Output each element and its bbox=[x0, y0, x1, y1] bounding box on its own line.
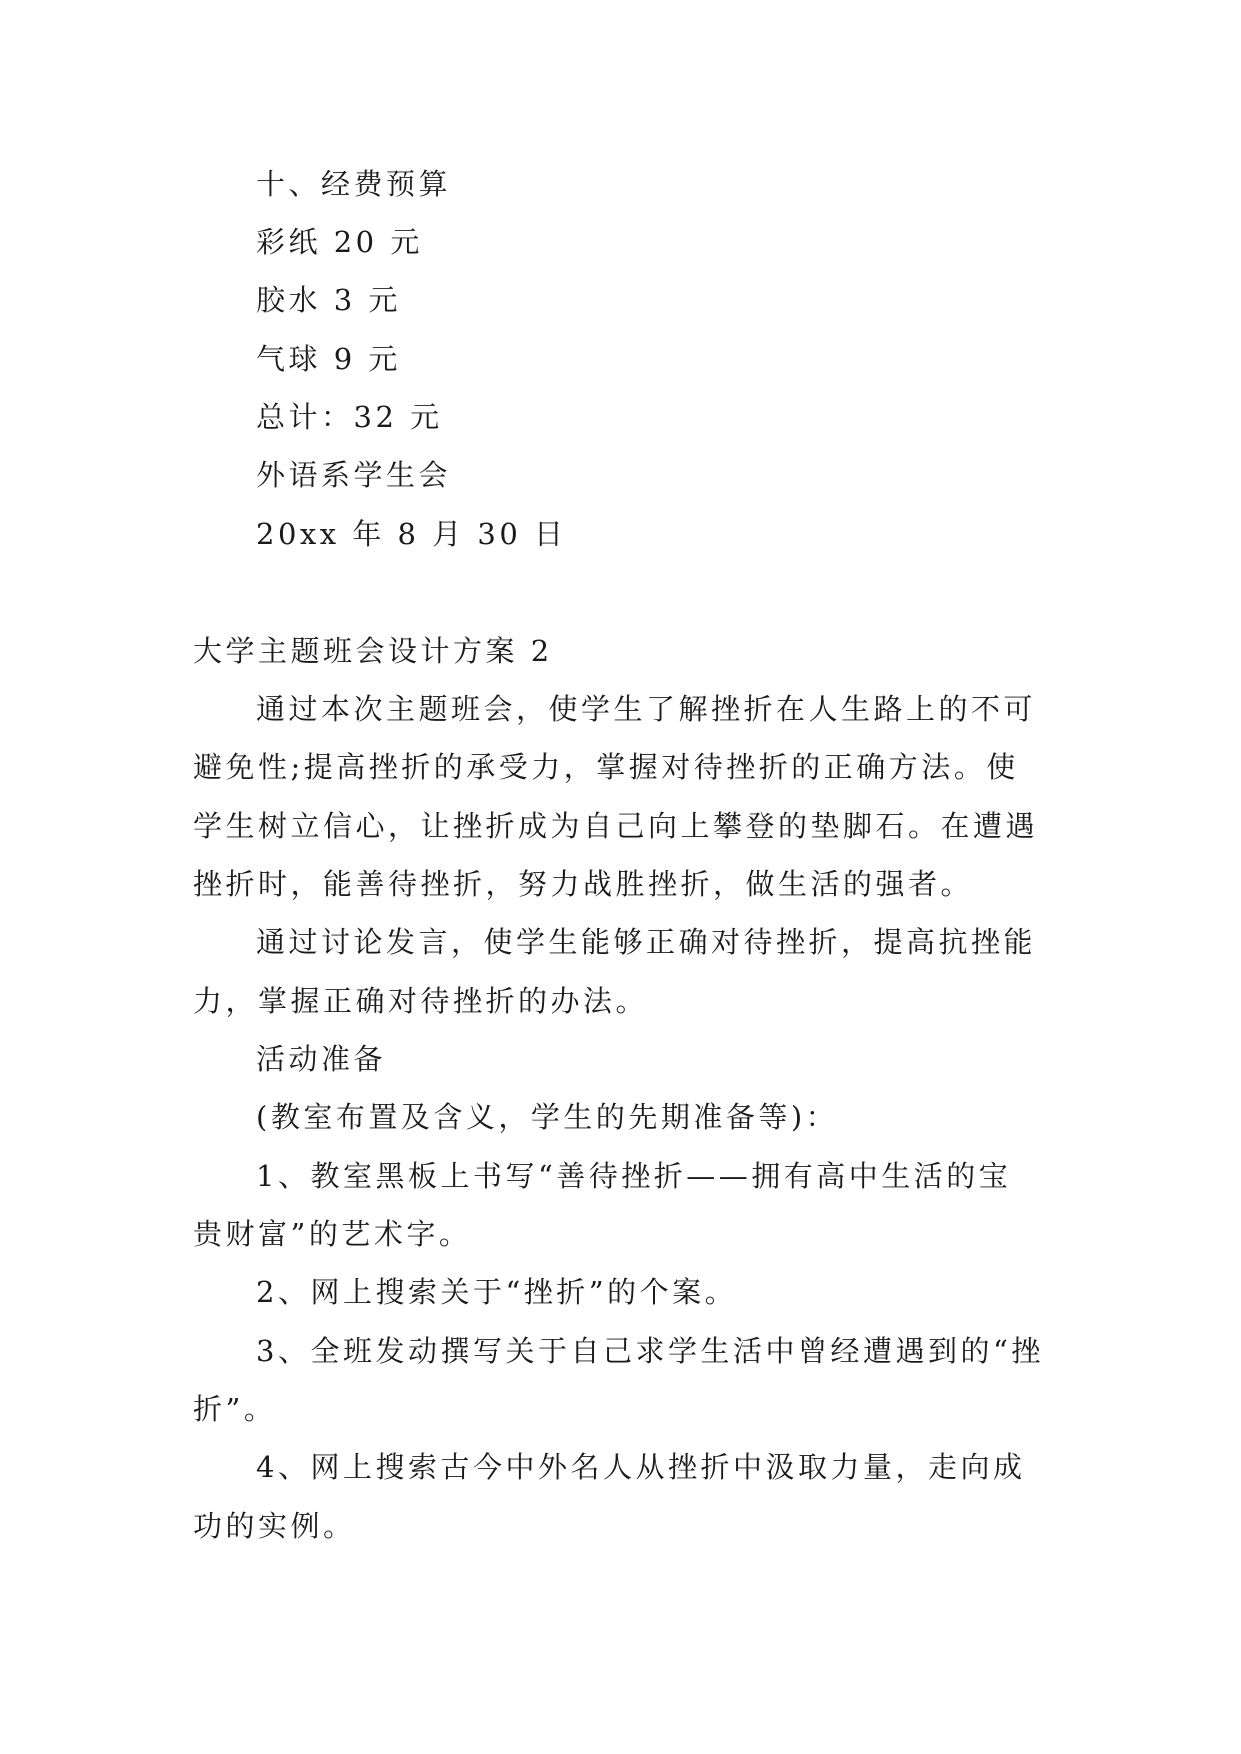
date: 20xx 年 8 月 30 日 bbox=[256, 517, 567, 551]
paragraph-line: 挫折时，能善待挫折，努力战胜挫折，做生活的强者。 bbox=[193, 867, 974, 901]
budget-heading: 十、经费预算 bbox=[256, 167, 452, 201]
list-item: 贵财富”的艺术字。 bbox=[193, 1217, 472, 1251]
paragraph-line: 避免性;提高挫折的承受力，掌握对待挫折的正确方法。使 bbox=[193, 750, 1019, 784]
budget-item-paper: 彩纸 20 元 bbox=[256, 225, 423, 259]
list-item: 2、网上搜索关于“挫折”的个案。 bbox=[256, 1275, 738, 1309]
paragraph-line: 学生树立信心，让挫折成为自己向上攀登的垫脚石。在遭遇 bbox=[193, 809, 1039, 843]
section-title: 大学主题班会设计方案 2 bbox=[193, 634, 553, 668]
budget-item-balloon: 气球 9 元 bbox=[256, 342, 401, 376]
list-item: 功的实例。 bbox=[193, 1509, 356, 1543]
list-item: 1、教室黑板上书写“善待挫折——拥有高中生活的宝 bbox=[256, 1159, 1012, 1193]
paragraph-line: 通过本次主题班会，使学生了解挫折在人生路上的不可 bbox=[256, 692, 1037, 726]
paragraph-line: 通过讨论发言，使学生能够正确对待挫折，提高抗挫能 bbox=[256, 925, 1037, 959]
organizer: 外语系学生会 bbox=[256, 458, 452, 492]
list-item: 3、全班发动撰写关于自己求学生活中曾经遭遇到的“挫 bbox=[256, 1334, 1044, 1368]
paragraph-line: (教室布置及含义，学生的先期准备等)： bbox=[256, 1100, 839, 1134]
budget-total: 总计：32 元 bbox=[256, 400, 443, 434]
budget-item-glue: 胶水 3 元 bbox=[256, 283, 401, 317]
list-item: 折”。 bbox=[193, 1392, 277, 1426]
subheading: 活动准备 bbox=[256, 1042, 387, 1076]
list-item: 4、网上搜索古今中外名人从挫折中汲取力量，走向成 bbox=[256, 1450, 1026, 1484]
paragraph-line: 力，掌握正确对待挫折的办法。 bbox=[193, 984, 649, 1018]
